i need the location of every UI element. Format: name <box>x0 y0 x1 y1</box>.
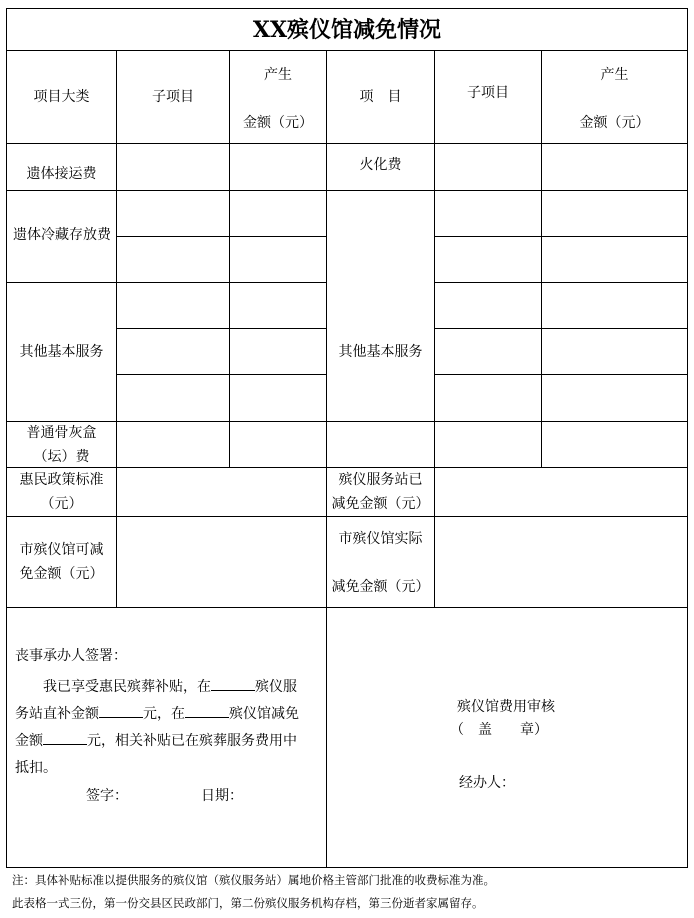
label-policy-standard <box>7 468 116 516</box>
blank-direct-amount[interactable] <box>99 703 143 718</box>
sign-label[interactable]: 签字： <box>86 788 128 804</box>
statement-line2-a: 务站直补金额 <box>15 706 99 722</box>
label-policy-line2: （元） <box>40 496 83 512</box>
statement-line3-a: 金额 <box>15 733 43 749</box>
grid-line <box>687 8 688 868</box>
label-cremation: 火化费 <box>359 157 402 173</box>
label-transport: 遗体接运费 <box>26 166 97 182</box>
header-item: 项 目 <box>359 89 402 105</box>
grid-line <box>434 374 688 375</box>
label-station-line2: 减免金额（元） <box>331 496 430 512</box>
label-urn-line1: 普通骨灰盒 <box>26 424 97 441</box>
header-amount-top: 产生 <box>264 67 292 83</box>
header-sub-item: 子项目 <box>152 89 194 105</box>
label-station-line1: 殡仪服务站已 <box>338 472 423 488</box>
blank-station[interactable] <box>211 676 255 691</box>
label-urn-line2: （坛）费 <box>33 448 90 465</box>
grid-line <box>434 236 688 237</box>
label-urn <box>7 422 116 467</box>
header-category: 项目大类 <box>33 89 90 105</box>
statement-line2-c: 殡仪馆减免 <box>229 706 299 722</box>
date-label[interactable]: 日期： <box>201 788 243 804</box>
grid-line <box>6 867 688 868</box>
form-title: XX殡仪馆减免情况 <box>252 16 442 43</box>
grid-line <box>116 236 326 237</box>
seal-label: （ 盖 章） <box>450 722 548 738</box>
label-basic-services-right: 其他基本服务 <box>338 344 423 360</box>
label-city-reducible <box>7 517 116 607</box>
blank-funeral-home[interactable] <box>185 703 229 718</box>
statement-line2-b: 元，在 <box>143 706 185 722</box>
header-amount-right <box>542 51 687 143</box>
label-actual-line2: 减免金额（元） <box>331 579 430 595</box>
signature-heading: 丧事承办人签署： <box>15 648 127 664</box>
header-amount-bottom-right: 金额（元） <box>579 115 650 131</box>
header-amount <box>230 51 326 143</box>
blank-reduction-amount[interactable] <box>43 730 87 745</box>
handler-label[interactable]: 经办人： <box>459 775 515 791</box>
statement-line1-b: 殡仪服 <box>255 679 297 695</box>
label-cold-storage: 遗体冷藏存放费 <box>13 226 111 243</box>
statement-line3-b: 元，相关补贴已在殡葬服务费用中 <box>87 733 297 749</box>
label-policy-line1: 惠民政策标准 <box>19 472 104 488</box>
grid-line <box>434 282 688 283</box>
header-amount-bottom: 金额（元） <box>243 115 313 131</box>
header-sub-item-right: 子项目 <box>467 85 509 101</box>
grid-line <box>6 607 688 608</box>
label-station-reduced <box>327 468 434 516</box>
grid-line <box>116 374 326 375</box>
label-city-actual <box>327 517 434 607</box>
statement-line4: 抵扣。 <box>15 760 57 776</box>
grid-line <box>434 328 688 329</box>
label-city-line2: 免金额（元） <box>19 566 104 582</box>
signature-statement <box>15 674 321 782</box>
label-actual-line1: 市殡仪馆实际 <box>338 531 423 547</box>
label-basic-services: 其他基本服务 <box>19 344 104 360</box>
note-line1: 注：具体补贴标准以提供服务的殡仪馆（殡仪服务站）属地价格主管部门批准的收费标准为准。 <box>12 873 495 887</box>
label-city-line1: 市殡仪馆可减 <box>19 542 104 558</box>
note-line2: 此表格一式三份，第一份交县区民政部门，第二份殡仪服务机构存档，第三份逝者家属留存。 <box>12 896 484 910</box>
header-amount-top-right: 产生 <box>600 67 629 83</box>
grid-line <box>116 328 326 329</box>
review-title: 殡仪馆费用审核 <box>457 699 555 715</box>
statement-line1-a: 我已享受惠民殡葬补贴，在 <box>43 679 211 695</box>
